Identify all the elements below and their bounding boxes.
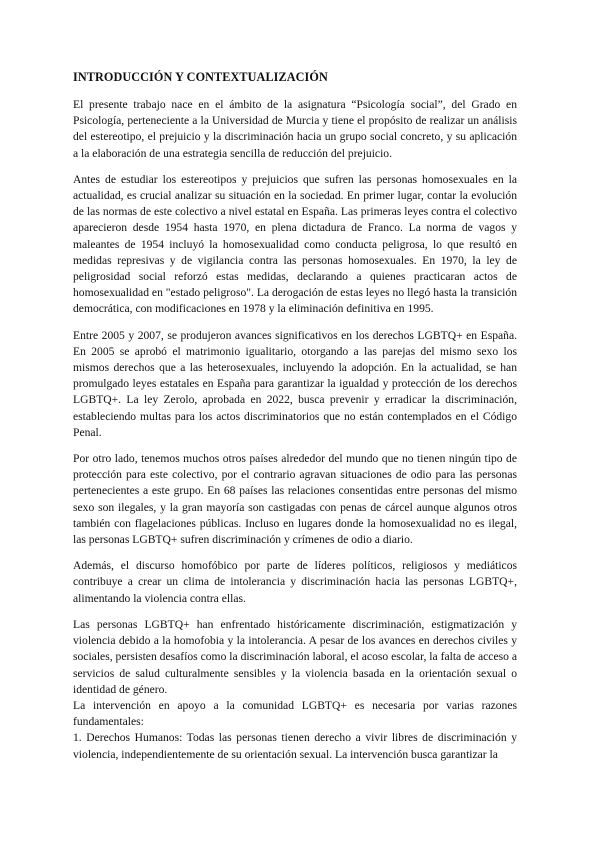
paragraph-intro: El presente trabajo nace en el ámbito de la asignatura “Psicología social”, del Grado en Psicología, perteneciente a la Universidad de Murcia y tiene el propósito de realizar un análisis del estereotipo, el prejuicio y la discriminación hacia un grupo social concreto, y su aplicación a la elaboración de una estrategia sencilla de reducción del prejuicio. [73,98,517,160]
paragraph-historical-discrimination: Las personas LGBTQ+ han enfrentado históricamente discriminación, estigmatización y violencia debido a la homofobia y la intolerancia. A pesar de los avances en derechos civiles y sociales, persisten desafíos como la discriminación laboral, el acoso escolar, la falta de acceso a servicios de salud culturalmente sensibles y la violencia basada en la orientación sexual o identidad de género. [73,617,517,696]
paragraph-homophobic-discourse: Además, el discurso homofóbico por parte de líderes políticos, religiosos y mediáticos contribuye a crear un clima de intolerancia y discriminación hacia las personas LGBTQ+, alimentando la violencia contra ellas. [73,559,517,605]
paragraph-history-spain: Antes de estudiar los estereotipos y prejuicios que sufren las personas homosexuales en la actualidad, es crucial analizar su situación en la sociedad. En primer lugar, contar la evolución de las normas de este colectivo a nivel estatal en España. Las primeras leyes contra el colectivo aparecieron desde 1954 hasta 1970, en plena dictadura de Franco. La norma de vagos y maleantes de 1954 incluyó la homosexualidad como conducta peligrosa, lo que resultó en medidas represivas y de vigilancia contra las personas homosexuales. En 1970, la ley de peligrosidad social reforzó estas medidas, declarando a quienes practicaran actos de homosexualidad en "estado peligroso". La derogación de estas leyes no llegó hasta la transición democrática, con modificaciones en 1978 y la eliminación definitiva en 1995. [73,172,517,316]
paragraph-world-situation: Por otro lado, tenemos muchos otros países alrededor del mundo que no tienen ningún tipo de protección para este colectivo, por el contrario agravan situaciones de odio para las personas pertenecientes a este grupo. En 68 países las relaciones consentidas entre personas del mismo sexo son ilegales, y la gran mayoría son castigadas con penas de cárcel aunque algunos otros también con flagelaciones públicas. Incluso en lugares donde la homosexualidad no es ilegal, las personas LGBTQ+ sufren discriminación y crímenes de odio a diario. [73,452,517,547]
paragraph-intervention-reasons: La intervención en apoyo a la comunidad LGBTQ+ es necesaria por varias razones fundamentales: [73,698,517,729]
paragraph-human-rights-item: 1. Derechos Humanos: Todas las personas tienen derecho a vivir libres de discriminación y violencia, independientemente de su orientación sexual. La intervención busca garantizar la [73,731,517,761]
paragraph-rights-advances: Entre 2005 y 2007, se produjeron avances significativos en los derechos LGBTQ+ en España. En 2005 se aprobó el matrimonio igualitario, otorgando a las parejas del mismo sexo los mismos derechos que a las heterosexuales, incluyendo la adopción. En la actualidad, se han promulgado leyes estatales en España para garantizar la igualdad y protección de los derechos LGBTQ+. La ley Zerolo, aprobada en 2022, busca prevenir y erradicar la discriminación, estableciendo multas para los actos discriminatorios que no están contemplados en el Código Penal. [73,328,517,439]
section-heading: INTRODUCCIÓN Y CONTEXTUALIZACIÓN [73,70,328,84]
